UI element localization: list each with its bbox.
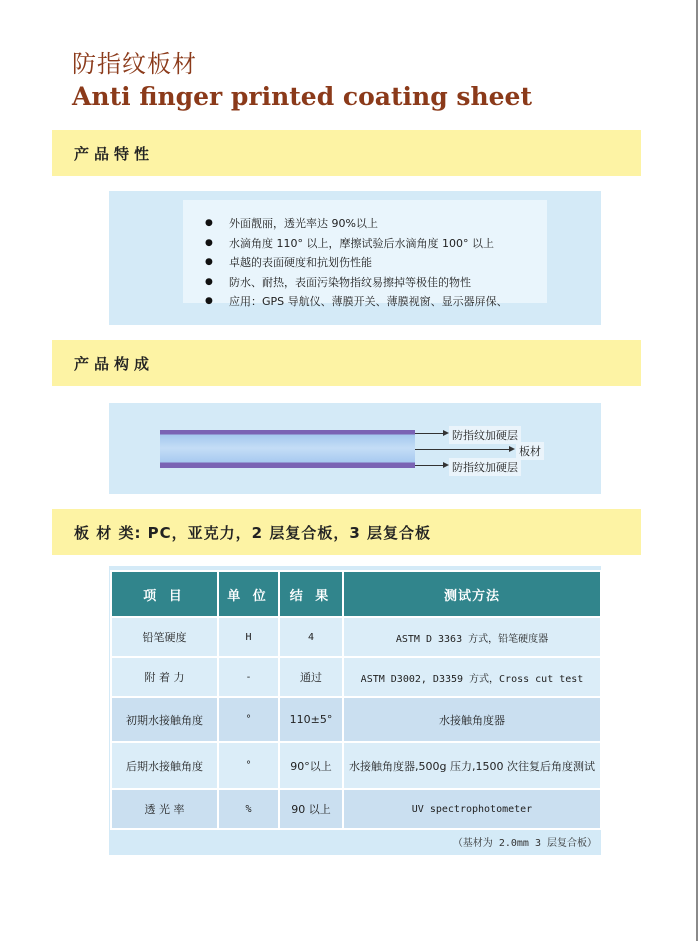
cell-method: ASTM D3002, D3359 方式，Cross cut test — [343, 657, 601, 697]
cell-unit: ° — [218, 697, 279, 742]
header-item: 项 目 — [111, 571, 218, 617]
section-band-structure — [52, 340, 641, 386]
cell-result: 通过 — [279, 657, 343, 697]
page-title-cn: 防指纹板材 — [72, 50, 197, 78]
cell-item: 铅笔硬度 — [111, 617, 218, 657]
spec-panel — [109, 566, 601, 855]
cell-result: 4 — [279, 617, 343, 657]
layer-diagram — [160, 430, 415, 468]
cell-unit: % — [218, 789, 279, 829]
header-unit: 单 位 — [218, 571, 279, 617]
cell-method: ASTM D 3363 方式，铅笔硬度器 — [343, 617, 601, 657]
table-row — [111, 657, 601, 697]
feature-item: ● 卓越的表面硬度和抗划伤性能 — [205, 253, 508, 273]
feature-item: ● 外面靓丽，透光率达 90%以上 — [205, 214, 508, 234]
arrow-line-top — [415, 433, 444, 434]
arrow-head-middle — [509, 446, 515, 452]
spec-table — [110, 570, 602, 830]
table-row — [111, 697, 601, 742]
layer-label-bottom: 防指纹加硬层 — [449, 458, 521, 476]
feature-item: ● 防水、耐热，表面污染物指纹易擦掉等极佳的物性 — [205, 273, 508, 293]
section-title-features: 产品特性 — [74, 145, 155, 163]
layer-label-top: 防指纹加硬层 — [449, 426, 521, 444]
cell-item: 透 光 率 — [111, 789, 218, 829]
feature-item: ● 水滴角度 110° 以上，摩擦试验后水滴角度 100° 以上 — [205, 234, 508, 254]
cell-method: 水接触角度器 — [343, 697, 601, 742]
section-title-materials: 板 材 类: PC，亚克力，2 层复合板，3 层复合板 — [74, 524, 431, 542]
cell-item: 后期水接触角度 — [111, 742, 218, 789]
section-band-features — [52, 130, 641, 176]
arrow-line-middle — [415, 449, 510, 450]
cell-item: 附 着 力 — [111, 657, 218, 697]
cell-unit: ° — [218, 742, 279, 789]
layer-label-middle: 板材 — [516, 442, 544, 460]
section-title-structure: 产品构成 — [74, 355, 155, 373]
table-note: （基材为 2.0mm 3 层复合板） — [452, 838, 597, 849]
cell-result: 90 以上 — [279, 789, 343, 829]
table-row — [111, 742, 601, 789]
header-result: 结 果 — [279, 571, 343, 617]
cell-method: 水接触角度器,500g 压力,1500 次往复后角度测试 — [343, 742, 601, 789]
section-band-materials — [52, 509, 641, 555]
cell-method: UV spectrophotometer — [343, 789, 601, 829]
features-box — [183, 200, 547, 308]
features-panel — [109, 191, 601, 325]
cell-result: 90°以上 — [279, 742, 343, 789]
cell-item: 初期水接触角度 — [111, 697, 218, 742]
structure-panel — [109, 403, 601, 494]
table-header-row — [111, 571, 601, 617]
header-method: 测试方法 — [343, 571, 601, 617]
arrow-line-bottom — [415, 465, 444, 466]
cell-result: 110±5° — [279, 697, 343, 742]
cell-unit: H — [218, 617, 279, 657]
feature-item: ● 应用：GPS 导航仪、薄膜开关、薄膜视窗、显示器屏保、 — [205, 292, 508, 312]
page-title-en: Anti finger printed coating sheet — [72, 82, 533, 111]
table-row — [111, 789, 601, 829]
cell-unit: - — [218, 657, 279, 697]
table-row — [111, 617, 601, 657]
feature-list — [205, 214, 508, 312]
